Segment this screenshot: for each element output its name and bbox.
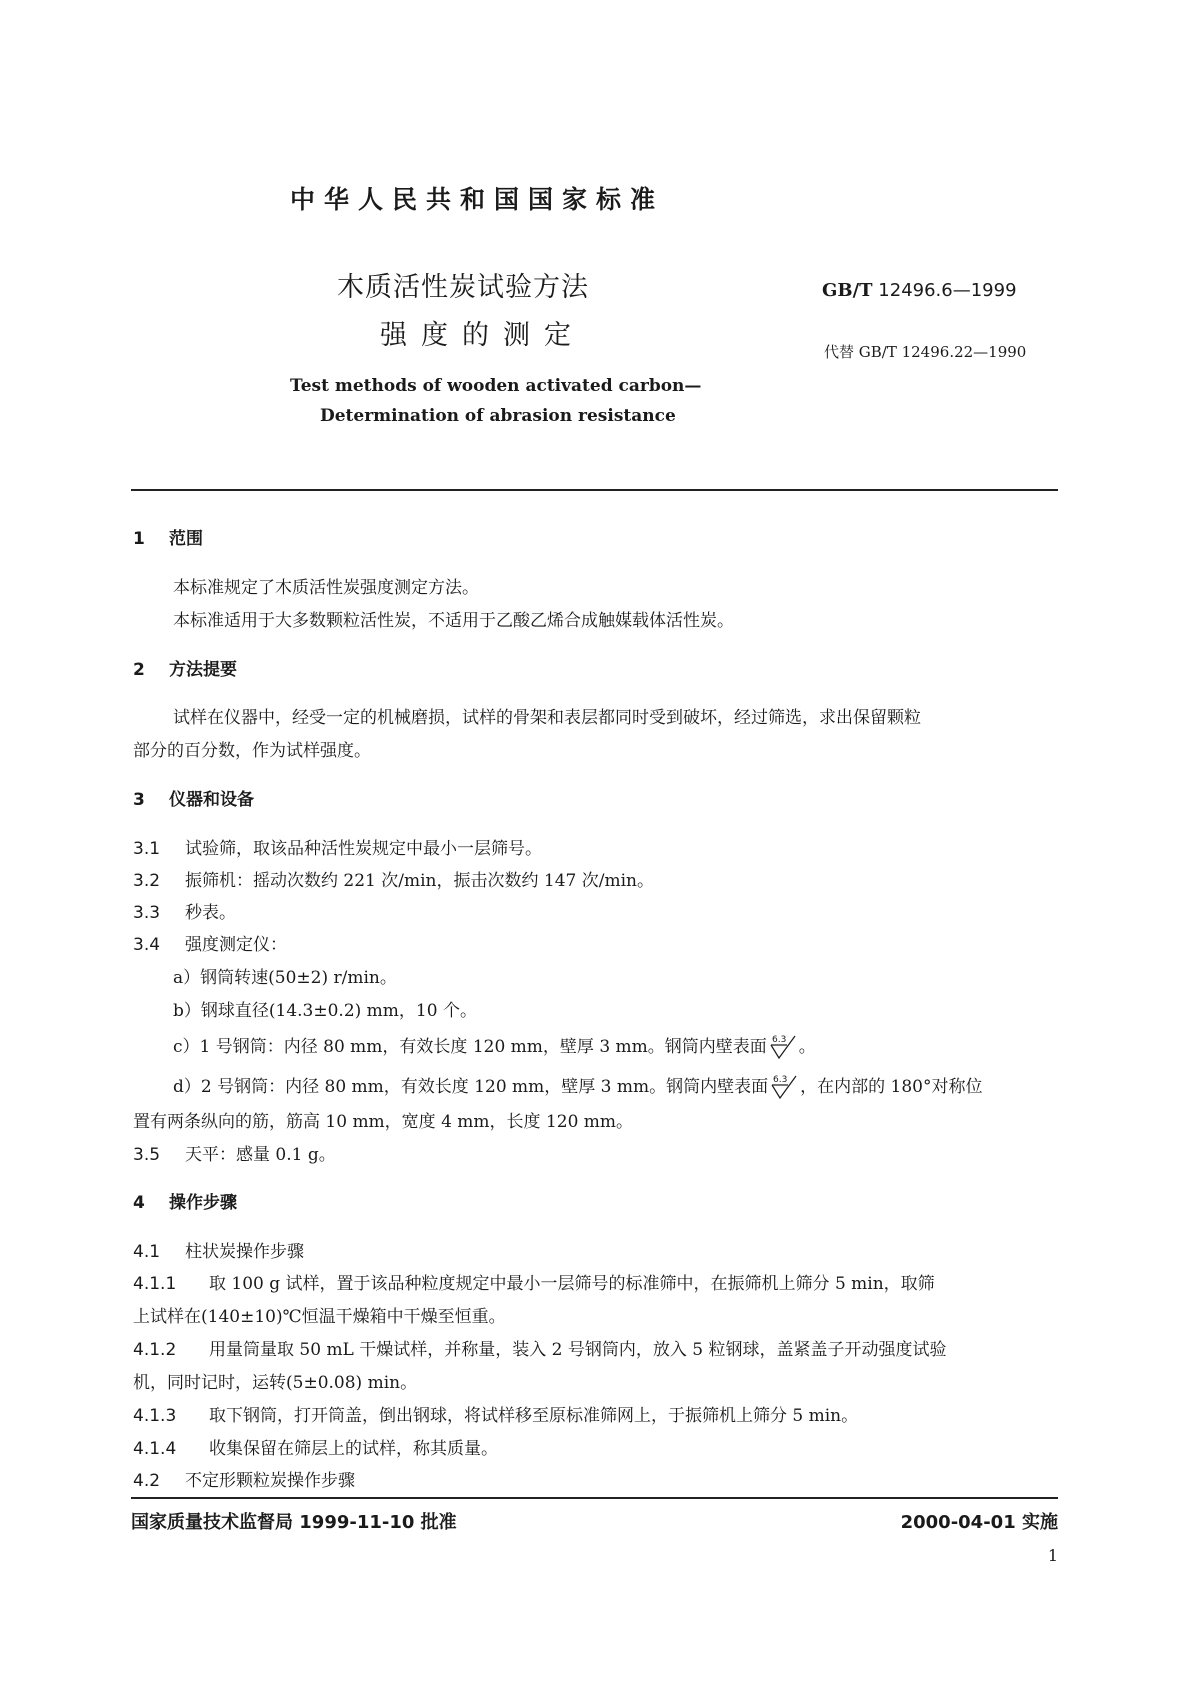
- clause-3-2: [133, 866, 654, 891]
- page-number: 1: [1047, 1546, 1058, 1565]
- section-number: 2: [133, 660, 145, 680]
- standard-code-prefix: GB/T: [822, 280, 873, 301]
- clause-4-1-1: [133, 1269, 935, 1294]
- section-2-para1-line2: 部分的百分数，作为试样强度。: [133, 741, 371, 761]
- section-2-para1-line1: 试样在仪器中，经受一定的机械磨损，试样的骨架和表层都同时受到破坏，经过筛选，求出保留颗粒: [173, 708, 921, 728]
- section-number: 4: [133, 1193, 145, 1213]
- clause-text: 收集保留在筛层上的试样，称其质量。: [209, 1439, 498, 1459]
- standard-code: [822, 280, 1017, 301]
- clause-text: 用量筒量取 50 mL 干燥试样，并称量，装入 2 号钢筒内，放入 5 粒钢球，盖紧盖子开动强度试验: [209, 1340, 947, 1360]
- standard-title-line2: 强度的测定: [380, 320, 585, 351]
- clause-4-1-2: [133, 1335, 947, 1360]
- section-number: 3: [133, 790, 145, 810]
- clause-text: 试验筛，取该品种活性炭规定中最小一层筛号。: [185, 839, 542, 859]
- header-divider: [131, 489, 1058, 491]
- clause-text: 取 100 g 试样，置于该品种粒度规定中最小一层筛号的标准筛中，在振筛机上筛分 5 min，取筛: [209, 1274, 935, 1294]
- roughness-value: 6.3: [771, 1035, 787, 1045]
- clause-number: 4.2: [133, 1471, 161, 1491]
- implementation-date: 2000-04-01 实施: [900, 1512, 1058, 1533]
- roughness-value: 6.3: [773, 1075, 788, 1085]
- replaces-standard: 代替 GB/T 12496.22—1990: [824, 343, 1027, 361]
- section-4-heading: [133, 1188, 237, 1213]
- clause-text-end: 。: [798, 1037, 816, 1057]
- clause-number: 3.1: [133, 839, 161, 859]
- clause-3-4-a: a）钢筒转速(50±2) r/min。: [173, 968, 397, 988]
- clause-4-1-3: [133, 1401, 858, 1426]
- clause-number: 3.3: [133, 903, 161, 923]
- section-title: 范围: [169, 529, 203, 549]
- clause-text: 不定形颗粒炭操作步骤: [185, 1471, 355, 1491]
- clause-number: 4.1.4: [133, 1439, 177, 1459]
- surface-roughness-symbol: [770, 1074, 800, 1100]
- clause-text: 振筛机：摇动次数约 221 次/min，振击次数约 147 次/min。: [185, 871, 654, 891]
- clause-text: 秒表。: [185, 903, 236, 923]
- footer-divider: [131, 1497, 1058, 1499]
- clause-3-4-c: [173, 1032, 816, 1060]
- clause-number: 4.1: [133, 1242, 161, 1262]
- clause-3-4-b: b）钢球直径(14.3±0.2) mm，10 个。: [173, 1001, 477, 1021]
- clause-number: 4.1.3: [133, 1406, 177, 1426]
- clause-4-1-2-line2: 机，同时记时，运转(5±0.08) min。: [133, 1373, 418, 1393]
- section-3-heading: [133, 785, 254, 810]
- english-title-line2: Determination of abrasion resistance: [320, 406, 676, 426]
- clause-text: c）1 号钢筒：内径 80 mm，有效长度 120 mm，壁厚 3 mm。钢筒内壁表面: [173, 1037, 767, 1057]
- section-title: 方法提要: [169, 660, 237, 680]
- section-2-heading: [133, 655, 237, 680]
- clause-3-4: [133, 930, 287, 955]
- english-title-line1: Test methods of wooden activated carbon—: [290, 376, 702, 396]
- standard-code-number: 12496.6—1999: [878, 280, 1017, 301]
- clause-3-4-d-line2: 置有两条纵向的筋，筋高 10 mm，宽度 4 mm，长度 120 mm。: [133, 1112, 634, 1132]
- clause-3-5: [133, 1140, 336, 1165]
- clause-number: 4.1.2: [133, 1340, 177, 1360]
- clause-text: 强度测定仪：: [185, 935, 287, 955]
- section-title: 操作步骤: [169, 1193, 237, 1213]
- clause-4-1: [133, 1237, 304, 1262]
- clause-3-1: [133, 834, 542, 859]
- clause-number: 3.5: [133, 1145, 161, 1165]
- clause-text-end: ，在内部的 180°对称位: [800, 1077, 983, 1097]
- clause-number: 3.2: [133, 871, 161, 891]
- clause-number: 4.1.1: [133, 1274, 177, 1294]
- approval-line: 国家质量技术监督局 1999-11-10 批准: [131, 1512, 457, 1533]
- clause-text: 取下钢筒，打开筒盖，倒出钢球，将试样移至原标准筛网上，于振筛机上筛分 5 min。: [209, 1406, 859, 1426]
- clause-text: d）2 号钢筒：内径 80 mm，有效长度 120 mm，壁厚 3 mm。钢筒内壁表面: [173, 1077, 769, 1097]
- surface-roughness-symbol: [769, 1034, 799, 1060]
- clause-text: 天平：感量 0.1 g。: [185, 1145, 336, 1165]
- clause-4-2: [133, 1466, 355, 1491]
- clause-4-1-1-line2: 上试样在(140±10)℃恒温干燥箱中干燥至恒重。: [133, 1307, 506, 1327]
- clause-3-4-d: [173, 1072, 983, 1100]
- section-1-heading: [133, 524, 203, 549]
- section-number: 1: [133, 529, 145, 549]
- national-standard-heading: 中华人民共和国国家标准: [290, 185, 665, 214]
- section-1-para2: 本标准适用于大多数颗粒活性炭，不适用于乙酸乙烯合成触媒载体活性炭。: [173, 611, 734, 631]
- standard-title-line1: 木质活性炭试验方法: [337, 272, 589, 303]
- clause-number: 3.4: [133, 935, 161, 955]
- section-1-para1: 本标准规定了木质活性炭强度测定方法。: [173, 578, 479, 598]
- clause-4-1-4: [133, 1434, 498, 1459]
- section-title: 仪器和设备: [169, 790, 254, 810]
- clause-3-3: [133, 898, 236, 923]
- clause-text: 柱状炭操作步骤: [185, 1242, 304, 1262]
